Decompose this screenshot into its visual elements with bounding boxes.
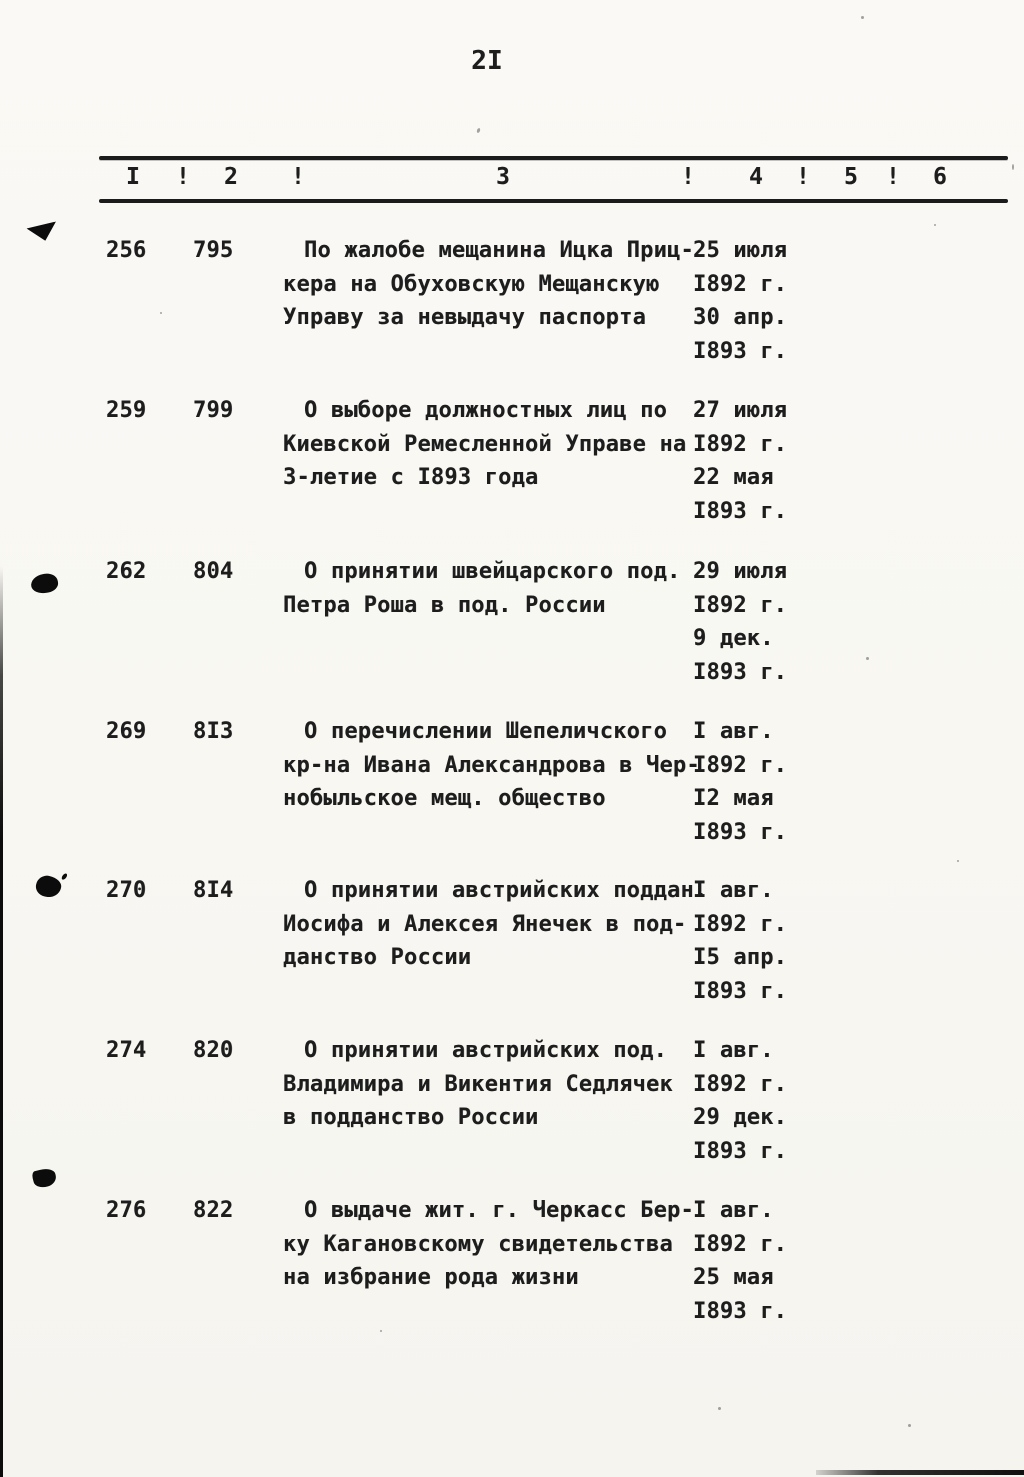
order-number: 274 <box>106 1038 147 1063</box>
date-line: I892 г. <box>693 1231 788 1257</box>
case-number: 795 <box>193 238 234 263</box>
title-line: О выдаче жит. г. Черкасс Бер- <box>304 1198 694 1223</box>
case-number: 820 <box>193 1038 234 1063</box>
column-header-1: I <box>125 164 141 190</box>
date-line: I авг. <box>693 719 774 744</box>
date-line: I авг. <box>693 878 774 903</box>
date-line: I892 г. <box>693 271 788 297</box>
date-line: I893 г. <box>693 819 788 845</box>
column-separator: ! <box>795 164 811 190</box>
scan-edge-line <box>0 566 3 1477</box>
paper-speck <box>476 128 481 134</box>
title-line: По жалобе мещанина Ицка Приц- <box>304 238 694 263</box>
title-line: О принятии австрийских поддан. <box>304 878 708 903</box>
scan-edge-line <box>816 1470 1024 1475</box>
title-line: в подданство России <box>283 1105 539 1130</box>
date-line: I892 г. <box>693 592 788 618</box>
table-header-bottom-rule <box>99 199 1008 203</box>
date-line: I892 г. <box>693 1071 788 1097</box>
paper-speck <box>160 312 162 314</box>
date-line: 29 июля <box>693 559 788 584</box>
case-title <box>283 555 697 656</box>
order-number: 269 <box>106 719 147 744</box>
case-dates <box>693 234 823 368</box>
title-line: данство России <box>283 945 472 970</box>
column-separator: ! <box>175 164 191 190</box>
table-row <box>0 715 1024 855</box>
date-line: 25 июля <box>693 238 788 263</box>
date-line: 9 дек. <box>693 626 774 651</box>
date-line: I авг. <box>693 1038 774 1063</box>
case-dates <box>693 1034 823 1168</box>
case-title <box>283 1194 697 1295</box>
paper-speck <box>1012 164 1014 170</box>
table-row <box>0 555 1024 695</box>
table-row <box>0 1034 1024 1174</box>
title-line: Киевской Ремесленной Управе на <box>283 431 687 457</box>
case-dates <box>693 555 823 689</box>
date-line: 27 июля <box>693 398 788 423</box>
case-number: 799 <box>193 398 234 423</box>
paper-speck <box>908 1424 911 1427</box>
title-line: на избрание рода жизни <box>283 1265 579 1290</box>
case-dates <box>693 394 823 528</box>
paper-speck <box>934 224 936 226</box>
date-line: I893 г. <box>693 498 788 524</box>
table-row <box>0 234 1024 374</box>
date-line: I авг. <box>693 1198 774 1223</box>
title-line: Управу за невыдачу паспорта <box>283 305 647 330</box>
title-line: Иосифа и Алексея Янечек в под- <box>283 911 687 937</box>
paper-speck <box>861 16 864 19</box>
column-header-3: 3 <box>495 164 511 190</box>
case-dates <box>693 874 823 1008</box>
order-number: 262 <box>106 559 147 584</box>
date-line: I5 апр. <box>693 945 788 970</box>
title-line: О перечислении Шепеличского <box>304 719 668 744</box>
column-separator: ! <box>885 164 901 190</box>
title-line: ку Кагановскому свидетельства <box>283 1231 673 1257</box>
title-line: Петра Роша в под. России <box>283 592 606 618</box>
case-title <box>283 874 708 975</box>
case-number: 8I3 <box>193 719 234 744</box>
order-number: 256 <box>106 238 147 263</box>
date-line: I892 г. <box>693 911 788 937</box>
case-number: 822 <box>193 1198 234 1223</box>
title-line: О принятии австрийских под. <box>304 1038 668 1063</box>
title-line: кера на Обуховскую Мещанскую <box>283 271 660 297</box>
paper-speck <box>380 1330 382 1332</box>
date-line: I892 г. <box>693 431 788 457</box>
title-line: О выборе должностных лиц по <box>304 398 668 423</box>
column-header-6: 6 <box>932 164 948 190</box>
title-line: кр-на Ивана Александрова в Чер- <box>283 752 700 778</box>
column-separator: ! <box>680 164 696 190</box>
case-number: 8I4 <box>193 878 234 903</box>
date-line: 25 мая <box>693 1265 774 1290</box>
case-title <box>283 394 697 495</box>
date-line: I893 г. <box>693 1138 788 1164</box>
column-header-4: 4 <box>748 164 764 190</box>
date-line: 22 мая <box>693 465 774 490</box>
table-row <box>0 874 1024 1014</box>
date-line: I893 г. <box>693 659 788 685</box>
date-line: 29 дек. <box>693 1105 788 1130</box>
date-line: I893 г. <box>693 978 788 1004</box>
column-header-2: 2 <box>223 164 239 190</box>
paper-speck <box>866 657 869 660</box>
case-title <box>283 715 700 816</box>
paper-speck <box>957 860 959 862</box>
page-number: 2I <box>471 46 503 76</box>
case-title <box>283 1034 697 1135</box>
date-line: 30 апр. <box>693 305 788 330</box>
date-line: I893 г. <box>693 338 788 364</box>
case-dates <box>693 715 823 849</box>
table-row <box>0 1194 1024 1334</box>
case-number: 804 <box>193 559 234 584</box>
paper-speck <box>718 1407 721 1410</box>
date-line: I2 мая <box>693 786 774 811</box>
title-line: О принятии швейцарского под. <box>304 559 681 584</box>
title-line: нобыльское мещ. общество <box>283 786 606 811</box>
order-number: 259 <box>106 398 147 423</box>
case-title <box>283 234 697 335</box>
table-top-rule <box>99 156 1008 160</box>
order-number: 270 <box>106 878 147 903</box>
date-line: I893 г. <box>693 1298 788 1324</box>
column-separator: ! <box>290 164 306 190</box>
case-dates <box>693 1194 823 1328</box>
order-number: 276 <box>106 1198 147 1223</box>
table-row <box>0 394 1024 534</box>
title-line: Владимира и Викентия Седлячек <box>283 1071 673 1097</box>
title-line <box>283 622 697 656</box>
column-header-5: 5 <box>843 164 859 190</box>
date-line: I892 г. <box>693 752 788 778</box>
title-line: 3-летие с I893 года <box>283 465 539 490</box>
